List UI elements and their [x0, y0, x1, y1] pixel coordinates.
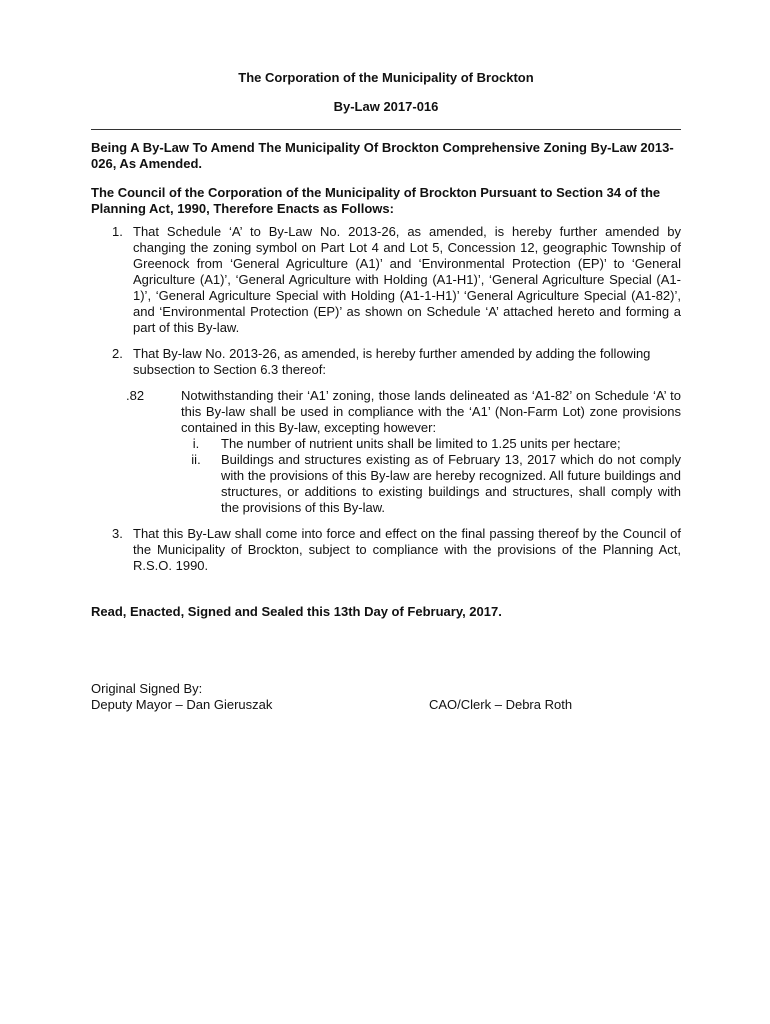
signature-label-row [91, 681, 681, 697]
signature-block [91, 681, 681, 713]
list-item [91, 224, 681, 336]
subsection [91, 388, 681, 516]
item-text: That this By-Law shall come into force and effect on the final passing thereof by the Council of the Municipality of Brockton, subject to compliance with the provisions of the Planning Act, R.S.O. 1990. [133, 526, 681, 573]
item-text: That Schedule ‘A’ to By-Law No. 2013-26, as amended, is hereby further amended by changing the zoning symbol on Part Lot 4 and Lot 5, Concession 12, geographic Township of Greenock from ‘General Agriculture (A1)’ and ‘Environmental Protection (EP)’ to ‘General Agriculture (A1)’, ‘General Agriculture with Holding (A1-H1)’, ‘General Agriculture Special (A1-1)’, ‘General Agriculture Special with Holding (A1-1-H1)’ ‘General Agriculture Special (A1-82)’, and ‘Environmental Protection (EP)’ as shown on Schedule ‘A’ attached hereto and forming a part of this By-law. [133, 224, 681, 335]
condition-text: The number of nutrient units shall be limited to 1.25 units per hectare; [221, 436, 621, 451]
deputy-mayor-signature: Deputy Mayor – Dan Gieruszak [91, 697, 273, 712]
bylaw-heading: Being A By-Law To Amend The Municipality Of Brockton Comprehensive Zoning By-Law 2013-026, As Amended. [91, 140, 674, 171]
clerk-signature: CAO/Clerk – Debra Roth [429, 697, 573, 712]
bylaw-document [91, 70, 681, 620]
enactment-statement: Read, Enacted, Signed and Sealed this 13th Day of February, 2017. [91, 604, 502, 619]
condition-item [181, 452, 681, 516]
condition-numeral: i. [192, 436, 200, 451]
council-statement: The Council of the Corporation of the Municipality of Brockton Pursuant to Section 34 of the Planning Act, 1990, Therefore Enacts as Follows: [91, 185, 661, 216]
item-number: 2. [112, 346, 123, 361]
item-number: 1. [112, 224, 123, 239]
condition-numeral: ii. [191, 452, 201, 467]
item-text: That By-law No. 2013-26, as amended, is hereby further amended by adding the following subsection to Section 6.3 thereof: [133, 346, 651, 377]
subsection-number: .82 [126, 388, 145, 403]
condition-item [181, 436, 681, 452]
item-number: 3. [112, 526, 123, 541]
condition-text: Buildings and structures existing as of February 13, 2017 which do not comply with the provisions of this By-law are hereby recognized. All future buildings and structures, or additions to existing buildings and structures, shall comply with the provisions of this By-law. [221, 452, 681, 515]
list-item [91, 526, 681, 574]
header-divider [91, 129, 681, 130]
subsection-text: Notwithstanding their ‘A1’ zoning, those lands delineated as ‘A1-82’ on Schedule ‘A’ to this By-law shall be used in compliance with the ‘A1’ (Non-Farm Lot) zone provisions contained in this By-law, excepting however: [181, 388, 681, 435]
signature-names-row [91, 697, 681, 713]
bylaw-number: By-Law 2017-016 [333, 99, 439, 114]
list-item [91, 346, 681, 378]
signed-by-label: Original Signed By: [91, 681, 203, 696]
corporation-title: The Corporation of the Municipality of Brockton [238, 70, 534, 85]
